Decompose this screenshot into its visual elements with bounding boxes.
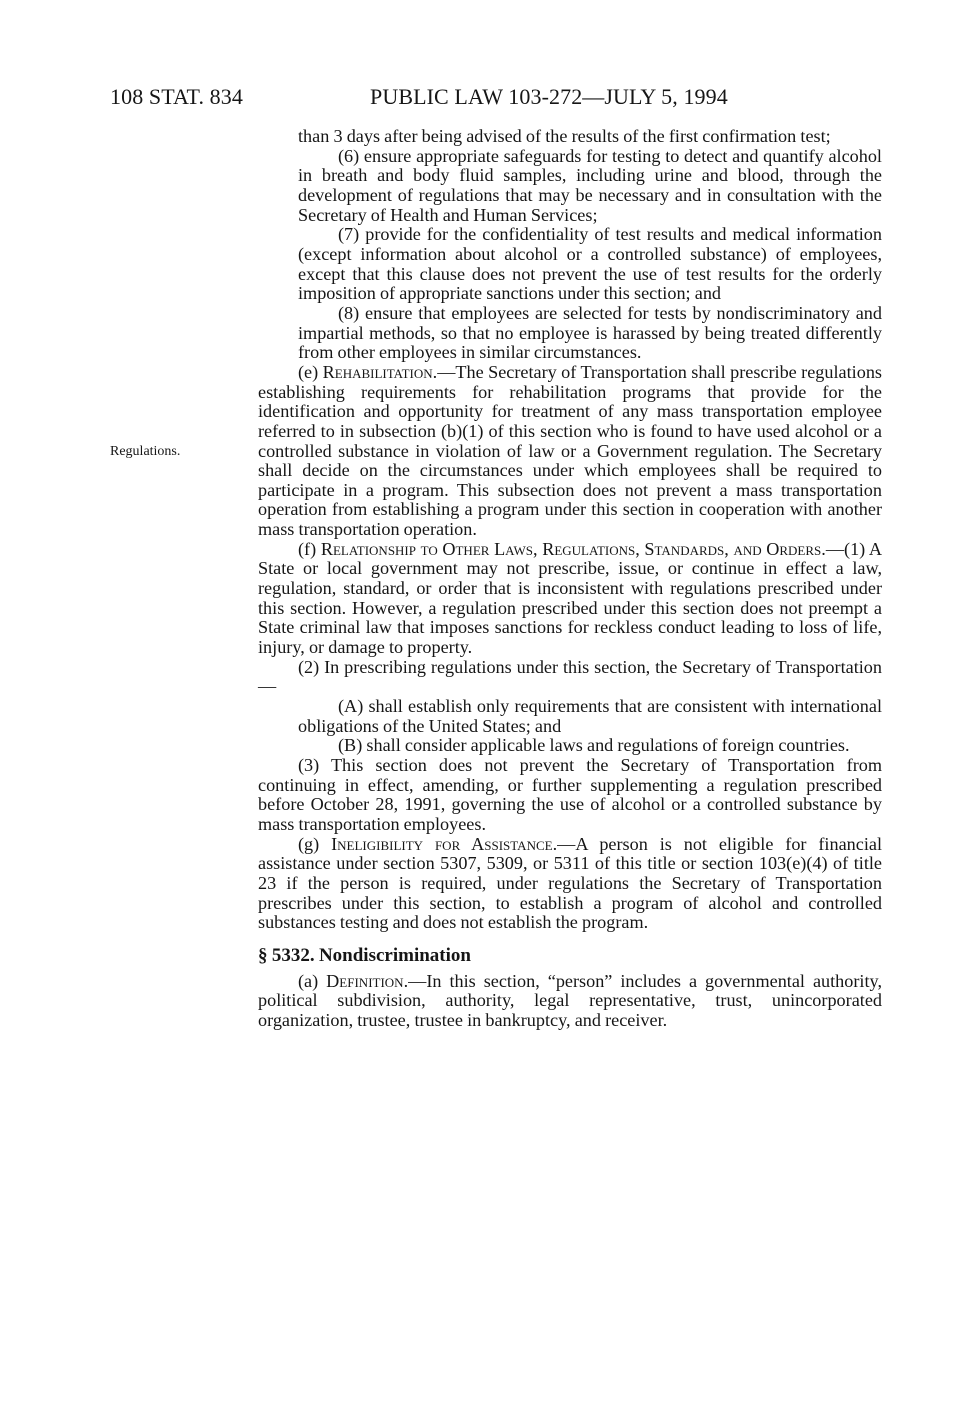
subsection-e-label: (e): [298, 361, 323, 382]
section-heading: § 5332. Nondiscrimination: [258, 944, 471, 966]
paragraph-7: (7) provide for the confidentiality of test results and medical information (except information about alcohol or a controlled substance) of employees, except that this clause does not prevent the use of test results for the orderly imposition of appropriate sanctions under this section; and: [298, 224, 882, 304]
subsection-f-text: —(1) A State or local government may not prescribe, issue, or continue in effect a law, regulation, standard, or order that is inconsistent with regulations prescribed under this section. However, a regulation prescribed under this section does not preempt a State criminal law that imposes sanctions for reckless conduct leading to loss of life, injury, or damage to property.: [258, 538, 882, 658]
subsection-f: [258, 540, 882, 658]
paragraph-8: (8) ensure that employees are selected for tests by nondiscriminatory and impartial methods, so that no employee is harassed by being treated differently from other employees in similar circumstances.: [298, 302, 882, 363]
paragraph-f3: (3) This section does not prevent the Secretary of Transportation from continuing in effect, amending, or further supplementing a regulation prescribed before October 28, 1991, governing the use of alcohol or a controlled substance by mass transportation employees.: [258, 755, 882, 834]
subsection-g-label: (g): [298, 833, 332, 854]
subsection-a-label: (a): [298, 970, 327, 991]
paragraph-continuation: than 3 days after being advised of the results of the first confirmation test;: [298, 126, 831, 146]
subsection-g-heading: Ineligibility for Assistance.: [331, 833, 558, 854]
subparagraph-a: (A) shall establish only requirements that are consistent with international obligations of the United States; and: [298, 696, 882, 736]
subsection-f-heading: Relationship to Other Laws, Regulations, Standards, and Orders.: [320, 538, 826, 559]
subsection-a-heading: Definition.: [326, 970, 409, 991]
statute-page-number: 108 STAT. 834: [110, 84, 243, 109]
subsection-g: [258, 835, 882, 933]
paragraph-f2: (2) In prescribing regulations under this section, the Secretary of Transportation—: [258, 656, 882, 697]
subsection-a-text: —In this section, “person” includes a governmental authority, political subdivision, authority, legal representative, trust, unincorporated organization, trustee, trustee in bankruptcy, and receiver.: [258, 970, 882, 1030]
subsection-e-text: —The Secretary of Transportation shall prescribe regulations establishing requirements for rehabilitation programs that provide for the identification and opportunity for treatment of any mass transportation employee referred to in subsection (b)(1) of this section who is found to have used alcohol or a controlled substance in violation of law or a Government regulation. The Secretary shall decide on the circumstances under which employees shall be required to participate in a program. This subsection does not prevent a mass transportation operation from establishing a program under this section in cooperation with another mass transportation operation.: [258, 361, 882, 540]
subsection-e: [258, 363, 882, 540]
paragraph-6: (6) ensure appropriate safeguards for testing to detect and quantify alcohol in breath and body fluid samples, including urine and blood, through the development of regulations that may be necessary and in consultation with the Secretary of Health and Human Services;: [298, 145, 882, 225]
subsection-f-label: (f): [298, 538, 321, 559]
body-text: [258, 127, 882, 1031]
subsection-e-heading: Rehabilitation.: [322, 361, 438, 382]
public-law-title: PUBLIC LAW 103-272—JULY 5, 1994: [370, 84, 728, 109]
margin-note-regulations: Regulations.: [110, 444, 181, 459]
subparagraph-b: (B) shall consider applicable laws and regulations of foreign countries.: [338, 735, 850, 756]
subsection-a: [258, 972, 882, 1031]
subsection-g-text: —A person is not eligible for financial assistance under section 5307, 5309, or 5311 of this title or section 103(e)(4) of title 23 if the person is required, under regulations the Secretary of Transportation prescribes under this section, to establish a program of alcohol and controlled substances testing and does not establish the program.: [258, 833, 882, 933]
